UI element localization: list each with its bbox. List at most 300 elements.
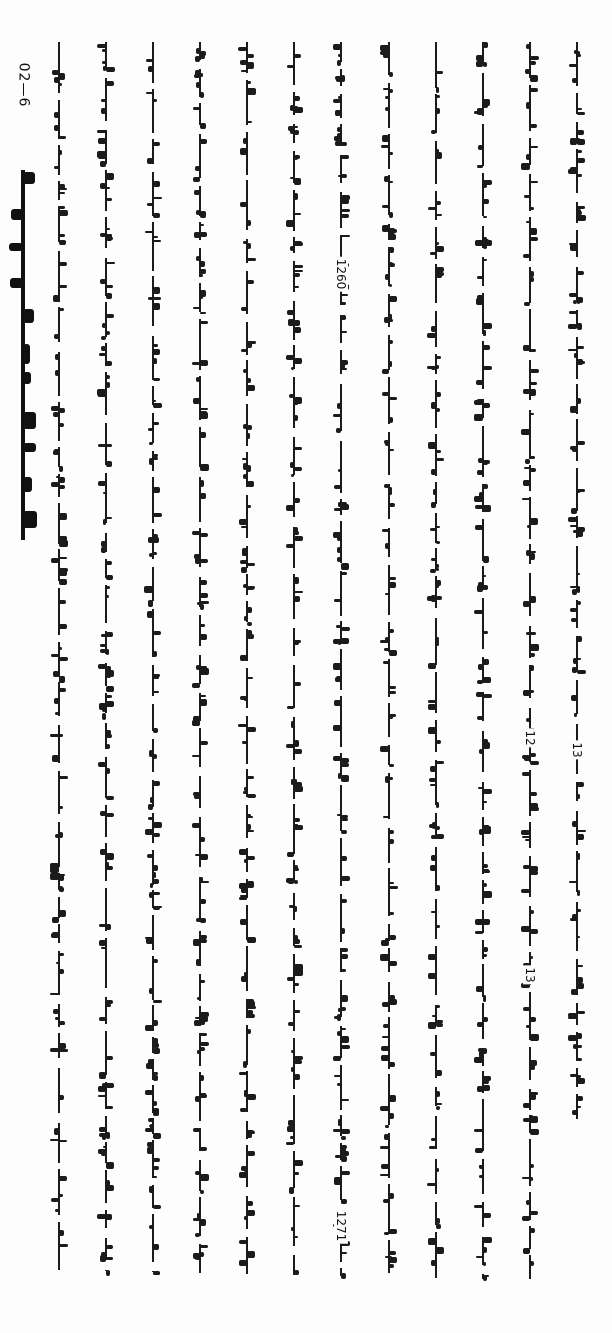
glyph-stroke xyxy=(476,1256,483,1258)
column-numeral: 12 xyxy=(522,729,537,746)
glyph-stroke xyxy=(574,713,577,718)
glyph-stroke xyxy=(153,197,161,199)
glyph-stroke xyxy=(149,752,153,757)
glyph-stroke xyxy=(341,1129,349,1134)
glyph-stroke xyxy=(530,690,534,693)
glyph-stroke xyxy=(153,781,160,787)
glyph-stroke xyxy=(153,403,162,409)
glyph-stroke xyxy=(200,321,208,324)
glyph-stroke xyxy=(54,698,59,704)
glyph-stroke xyxy=(106,361,112,366)
glyph-stroke xyxy=(243,463,247,469)
glyph-stroke xyxy=(430,865,436,871)
glyph-stroke xyxy=(577,1096,583,1101)
glyph-stroke xyxy=(389,247,394,253)
glyph-stroke xyxy=(524,467,530,470)
glyph-stroke xyxy=(530,271,534,277)
glyph-stroke xyxy=(341,1028,346,1031)
glyph-stroke xyxy=(382,1002,388,1007)
heading-glyph xyxy=(23,443,36,452)
glyph-stroke xyxy=(59,1244,68,1247)
glyph-stroke xyxy=(341,360,348,365)
glyph-stroke xyxy=(294,577,299,584)
glyph-stroke xyxy=(106,632,113,637)
glyph-stroke xyxy=(341,758,348,763)
glyph-stroke xyxy=(153,1048,160,1054)
glyph-stroke xyxy=(526,154,530,159)
glyph-stroke xyxy=(577,346,584,349)
glyph-stroke xyxy=(194,554,201,559)
glyph-stroke xyxy=(153,1043,159,1048)
glyph-stroke xyxy=(294,640,301,642)
glyph-stroke xyxy=(341,856,347,860)
glyph-stroke xyxy=(521,889,530,893)
glyph-stroke xyxy=(341,928,344,933)
word-stem xyxy=(388,432,390,474)
glyph-stroke xyxy=(570,1074,577,1077)
glyph-stroke xyxy=(200,224,204,226)
glyph-stroke xyxy=(239,1260,247,1265)
glyph-stroke xyxy=(530,181,538,183)
glyph-stroke xyxy=(294,1056,303,1060)
glyph-stroke xyxy=(530,124,538,127)
glyph-stroke xyxy=(239,519,248,524)
glyph-stroke xyxy=(200,274,203,276)
glyph-stroke xyxy=(436,526,440,528)
glyph-stroke xyxy=(383,1199,389,1203)
glyph-stroke xyxy=(51,482,59,488)
glyph-stroke xyxy=(106,1106,113,1109)
glyph-stroke xyxy=(200,559,208,563)
glyph-stroke xyxy=(577,174,582,176)
glyph-stroke xyxy=(247,587,253,590)
heading-glyph xyxy=(11,209,23,220)
glyph-stroke xyxy=(288,1022,295,1025)
glyph-stroke xyxy=(341,818,348,821)
glyph-stroke xyxy=(431,595,436,602)
glyph-stroke xyxy=(106,649,109,656)
glyph-stroke xyxy=(577,108,582,111)
word-stem xyxy=(340,441,342,493)
glyph-stroke xyxy=(530,207,534,210)
glyph-stroke xyxy=(200,432,206,438)
glyph-stroke xyxy=(294,1172,298,1174)
word-stem xyxy=(152,567,154,600)
page-number xyxy=(8,50,38,120)
glyph-stroke xyxy=(389,89,393,93)
glyph-stroke xyxy=(153,422,159,424)
glyph-stroke xyxy=(247,607,251,613)
glyph-stroke xyxy=(286,544,294,549)
glyph-stroke xyxy=(483,1076,491,1081)
glyph-stroke xyxy=(153,1000,162,1004)
glyph-stroke xyxy=(389,340,393,343)
glyph-stroke xyxy=(436,802,440,808)
word-stem xyxy=(388,703,390,736)
glyph-stroke xyxy=(436,365,439,369)
glyph-stroke xyxy=(569,293,577,297)
glyph-stroke xyxy=(247,88,256,95)
glyph-stroke xyxy=(106,595,109,599)
glyph-stroke xyxy=(475,931,483,934)
glyph-stroke xyxy=(247,1251,255,1258)
column-numeral: 1260 xyxy=(334,259,349,290)
glyph-stroke xyxy=(247,258,250,260)
glyph-stroke xyxy=(431,911,436,913)
glyph-stroke xyxy=(153,344,158,347)
glyph-stroke xyxy=(59,969,64,974)
glyph-stroke xyxy=(106,1001,110,1003)
glyph-stroke xyxy=(522,1216,530,1221)
glyph-stroke xyxy=(97,130,106,133)
glyph-stroke xyxy=(59,240,66,245)
glyph-stroke xyxy=(436,108,440,115)
glyph-stroke xyxy=(389,650,398,656)
glyph-stroke xyxy=(474,1129,483,1132)
glyph-stroke xyxy=(106,744,110,748)
glyph-stroke xyxy=(200,1047,205,1050)
glyph-stroke xyxy=(571,508,577,514)
glyph-stroke xyxy=(337,547,342,552)
glyph-stroke xyxy=(51,558,59,563)
glyph-stroke xyxy=(59,1194,63,1198)
glyph-stroke xyxy=(477,295,483,300)
glyph-stroke xyxy=(577,670,586,673)
glyph-stroke xyxy=(526,103,530,109)
glyph-stroke xyxy=(385,274,388,280)
glyph-stroke xyxy=(153,537,159,543)
glyph-stroke xyxy=(291,474,295,476)
glyph-stroke xyxy=(341,315,346,320)
glyph-stroke xyxy=(196,82,201,88)
glyph-stroke xyxy=(239,1072,247,1075)
glyph-stroke xyxy=(389,361,393,367)
glyph-stroke xyxy=(436,392,441,397)
glyph-stroke xyxy=(572,667,576,673)
glyph-stroke xyxy=(389,503,395,507)
glyph-stroke xyxy=(521,830,530,835)
glyph-stroke xyxy=(247,634,254,639)
glyph-stroke xyxy=(436,834,444,839)
glyph-stroke xyxy=(106,1132,110,1139)
word-stem xyxy=(246,805,248,838)
glyph-stroke xyxy=(106,1180,110,1185)
glyph-stroke xyxy=(145,937,154,939)
glyph-stroke xyxy=(569,881,576,883)
glyph-stroke xyxy=(287,706,294,709)
glyph-stroke xyxy=(200,741,207,745)
glyph-stroke xyxy=(153,833,160,837)
glyph-stroke xyxy=(474,414,482,421)
glyph-stroke xyxy=(247,280,254,283)
glyph-stroke xyxy=(106,293,112,299)
glyph-stroke xyxy=(291,779,294,784)
word-stem xyxy=(199,728,201,766)
glyph-stroke xyxy=(436,1023,444,1027)
column-numeral: 13 xyxy=(569,742,584,758)
glyph-stroke xyxy=(106,924,111,930)
glyph-stroke xyxy=(200,1042,209,1046)
glyph-stroke xyxy=(483,631,489,634)
glyph-stroke xyxy=(572,78,577,83)
glyph-stroke xyxy=(200,360,207,366)
glyph-stroke xyxy=(200,702,206,706)
glyph-stroke xyxy=(577,1045,582,1048)
glyph-stroke xyxy=(241,976,247,982)
glyph-stroke xyxy=(436,408,440,412)
glyph-stroke xyxy=(436,885,440,891)
glyph-stroke xyxy=(196,377,200,381)
glyph-stroke xyxy=(153,513,162,518)
glyph-stroke xyxy=(193,939,200,945)
glyph-stroke xyxy=(294,265,303,268)
glyph-stroke xyxy=(287,1126,294,1132)
glyph-stroke xyxy=(59,466,63,470)
glyph-stroke xyxy=(286,355,294,360)
glyph-stroke xyxy=(247,433,250,439)
word-stem xyxy=(529,992,531,1041)
glyph-stroke xyxy=(389,1095,397,1102)
heading-glyph xyxy=(23,309,34,324)
glyph-stroke xyxy=(337,60,342,66)
glyph-stroke xyxy=(50,1048,59,1052)
glyph-stroke xyxy=(385,776,389,783)
glyph-stroke xyxy=(526,1200,530,1205)
glyph-stroke xyxy=(59,624,67,629)
word-stem xyxy=(152,172,154,216)
glyph-stroke xyxy=(200,980,205,984)
glyph-stroke xyxy=(99,924,106,927)
glyph-stroke xyxy=(523,601,530,607)
glyph-stroke xyxy=(239,1240,247,1244)
glyph-stroke xyxy=(294,1236,298,1239)
glyph-stroke xyxy=(54,112,59,117)
glyph-stroke xyxy=(200,92,204,98)
glyph-stroke xyxy=(247,1001,254,1007)
glyph-stroke xyxy=(338,1119,342,1126)
word-stem xyxy=(482,782,484,811)
glyph-stroke xyxy=(523,1248,530,1253)
glyph-stroke xyxy=(200,408,208,411)
glyph-stroke xyxy=(106,666,111,672)
glyph-stroke xyxy=(341,1045,349,1049)
word-stem xyxy=(435,1116,437,1149)
glyph-stroke xyxy=(194,232,201,238)
glyph-stroke xyxy=(389,314,392,320)
glyph-stroke xyxy=(240,1108,247,1112)
glyph-stroke xyxy=(483,1085,491,1091)
glyph-stroke xyxy=(385,593,389,596)
glyph-stroke xyxy=(153,879,159,884)
glyph-stroke xyxy=(200,1174,208,1181)
glyph-stroke xyxy=(572,914,577,920)
glyph-stroke xyxy=(294,327,301,333)
word-stem xyxy=(105,938,107,988)
glyph-stroke xyxy=(436,214,443,216)
word-stem xyxy=(340,1065,342,1110)
word-stem xyxy=(435,191,437,220)
glyph-stroke xyxy=(333,44,341,50)
glyph-stroke xyxy=(106,81,114,86)
glyph-stroke xyxy=(381,1055,388,1061)
glyph-stroke xyxy=(523,1007,530,1011)
glyph-stroke xyxy=(389,582,396,588)
glyph-stroke xyxy=(428,207,436,209)
glyph-stroke xyxy=(530,792,537,796)
heading-glyph xyxy=(23,344,30,364)
glyph-stroke xyxy=(483,505,491,511)
glyph-stroke xyxy=(381,940,388,946)
glyph-stroke xyxy=(294,96,298,101)
glyph-stroke xyxy=(239,883,248,889)
glyph-stroke xyxy=(571,139,577,142)
glyph-stroke xyxy=(382,205,389,208)
glyph-stroke xyxy=(200,604,204,610)
glyph-stroke xyxy=(341,948,347,952)
glyph-stroke xyxy=(483,883,488,887)
glyph-stroke xyxy=(530,382,537,385)
glyph-stroke xyxy=(149,892,153,897)
glyph-stroke xyxy=(59,408,65,413)
glyph-stroke xyxy=(577,54,581,58)
word-stem xyxy=(152,42,154,83)
glyph-stroke xyxy=(146,92,154,94)
glyph-stroke xyxy=(341,142,346,146)
glyph-stroke xyxy=(483,323,492,330)
glyph-stroke xyxy=(571,989,576,995)
glyph-stroke xyxy=(247,81,251,84)
word-stem xyxy=(246,495,248,538)
glyph-stroke xyxy=(59,886,63,892)
glyph-stroke xyxy=(240,560,247,564)
glyph-stroke xyxy=(101,99,106,101)
glyph-stroke xyxy=(341,876,349,880)
glyph-stroke xyxy=(200,533,208,538)
glyph-stroke xyxy=(247,481,254,487)
glyph-stroke xyxy=(483,869,489,871)
glyph-stroke xyxy=(523,345,530,352)
glyph-stroke xyxy=(294,880,297,883)
glyph-stroke xyxy=(477,680,482,685)
glyph-stroke xyxy=(530,392,534,395)
text-column xyxy=(468,42,498,1294)
word-stem xyxy=(152,1214,154,1262)
glyph-stroke xyxy=(153,754,157,759)
glyph-stroke xyxy=(483,995,487,1002)
glyph-stroke xyxy=(287,65,294,68)
glyph-stroke xyxy=(526,632,530,635)
glyph-stroke xyxy=(153,400,156,402)
glyph-stroke xyxy=(577,936,580,939)
glyph-stroke xyxy=(247,385,255,391)
glyph-stroke xyxy=(200,1219,206,1226)
glyph-stroke xyxy=(483,1017,488,1022)
glyph-stroke xyxy=(200,593,207,598)
glyph-stroke xyxy=(477,1022,483,1027)
glyph-stroke xyxy=(106,674,111,678)
glyph-stroke xyxy=(483,789,492,794)
glyph-stroke xyxy=(389,212,394,219)
glyph-stroke xyxy=(106,444,112,447)
glyph-stroke xyxy=(341,174,346,178)
glyph-stroke xyxy=(530,228,537,235)
glyph-stroke xyxy=(530,1129,539,1135)
glyph-stroke xyxy=(577,531,583,537)
glyph-stroke xyxy=(200,634,206,640)
glyph-stroke xyxy=(53,671,59,677)
glyph-stroke xyxy=(341,209,350,212)
glyph-stroke xyxy=(106,1214,112,1219)
glyph-stroke xyxy=(524,302,530,306)
glyph-stroke xyxy=(521,163,529,170)
glyph-stroke xyxy=(98,481,106,486)
glyph-stroke xyxy=(247,54,253,59)
glyph-stroke xyxy=(144,586,153,593)
word-stem xyxy=(105,1031,107,1075)
glyph-stroke xyxy=(200,1245,208,1248)
glyph-stroke xyxy=(59,657,68,661)
glyph-stroke xyxy=(106,1185,114,1191)
text-column xyxy=(44,42,74,1294)
glyph-stroke xyxy=(530,1017,536,1022)
glyph-stroke xyxy=(577,636,583,642)
glyph-stroke xyxy=(294,596,300,602)
glyph-stroke xyxy=(389,1264,394,1268)
glyph-stroke xyxy=(573,300,577,304)
glyph-stroke xyxy=(153,631,161,636)
glyph-stroke xyxy=(341,1200,346,1204)
glyph-stroke xyxy=(384,1232,388,1235)
glyph-stroke xyxy=(294,467,301,471)
glyph-stroke xyxy=(101,1252,106,1256)
glyph-stroke xyxy=(145,829,153,835)
glyph-stroke xyxy=(195,1256,200,1260)
glyph-stroke xyxy=(51,1198,59,1201)
glyph-stroke xyxy=(431,130,435,135)
glyph-stroke xyxy=(341,155,349,159)
glyph-stroke xyxy=(294,320,300,326)
glyph-stroke xyxy=(341,75,345,82)
glyph-stroke xyxy=(483,575,487,577)
glyph-stroke xyxy=(389,263,396,267)
glyph-stroke xyxy=(389,1256,393,1262)
glyph-stroke xyxy=(571,1016,577,1018)
glyph-stroke xyxy=(389,686,397,689)
glyph-stroke xyxy=(97,1214,106,1219)
glyph-stroke xyxy=(153,651,157,656)
glyph-stroke xyxy=(106,561,112,564)
glyph-stroke xyxy=(200,877,203,883)
glyph-stroke xyxy=(389,181,393,183)
glyph-stroke xyxy=(106,686,114,692)
glyph-stroke xyxy=(428,442,435,449)
glyph-stroke xyxy=(59,557,67,559)
glyph-stroke xyxy=(436,580,441,586)
glyph-stroke xyxy=(53,295,59,302)
glyph-stroke xyxy=(431,558,435,561)
glyph-stroke xyxy=(530,369,539,373)
glyph-stroke xyxy=(247,776,253,779)
glyph-stroke xyxy=(523,1118,530,1122)
glyph-stroke xyxy=(52,70,59,74)
glyph-stroke xyxy=(577,398,581,404)
glyph-stroke xyxy=(294,1074,299,1081)
glyph-stroke xyxy=(385,637,388,641)
word-stem xyxy=(152,89,154,132)
glyph-stroke xyxy=(145,1128,153,1132)
glyph-stroke xyxy=(384,648,388,651)
glyph-stroke xyxy=(98,444,106,447)
